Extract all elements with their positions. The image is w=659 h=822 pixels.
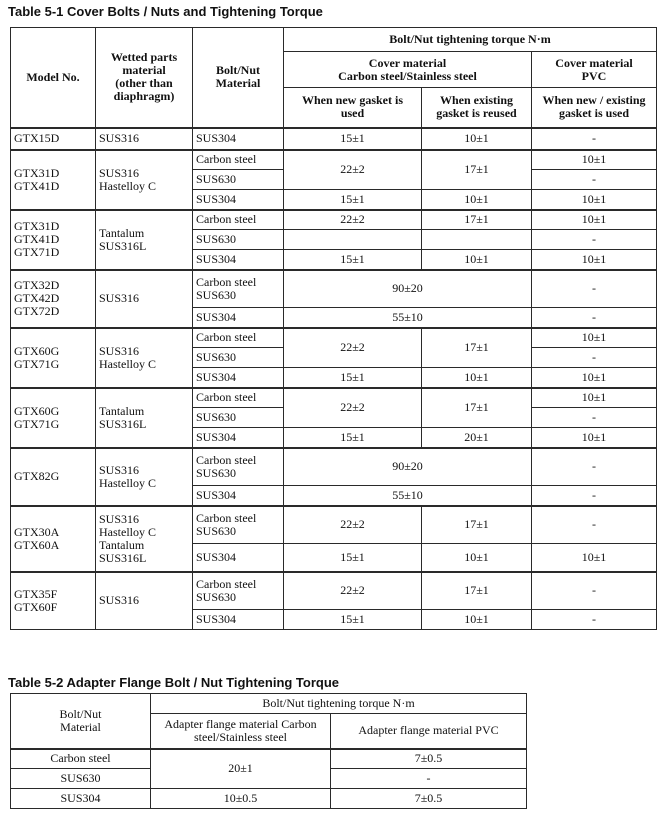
bolt-cell: SUS304	[193, 544, 284, 572]
torque-cell: 15±1	[284, 128, 422, 150]
torque-cell: 17±1	[422, 328, 532, 368]
table-row	[11, 328, 657, 348]
bolt-cell: Carbon steel SUS630	[193, 270, 284, 308]
model-cell: GTX15D	[11, 128, 96, 150]
torque-cell: 22±2	[284, 506, 422, 544]
header-bolt-material: Bolt/Nut Material	[11, 694, 151, 749]
header-bolt-material: Bolt/Nut Material	[193, 28, 284, 128]
torque-cell: 10±1	[532, 388, 657, 408]
torque-cell: 17±1	[422, 506, 532, 544]
model-cell: GTX30A GTX60A	[11, 506, 96, 572]
torque-cell: -	[532, 348, 657, 368]
model-cell: GTX31D GTX41D GTX71D	[11, 210, 96, 270]
torque-cell	[422, 230, 532, 250]
torque-cell: 10±1	[532, 328, 657, 348]
bolt-cell: SUS304	[193, 250, 284, 270]
header-torque: Bolt/Nut tightening torque N·m	[151, 694, 527, 714]
torque-cell: 22±2	[284, 572, 422, 610]
table-row	[11, 506, 657, 544]
torque-cell: 55±10	[284, 308, 532, 328]
torque-cell: 10±1	[532, 368, 657, 388]
table-row	[11, 572, 657, 610]
header-existing-gasket: When existing gasket is reused	[422, 88, 532, 128]
torque-cell: 7±0.5	[331, 749, 527, 769]
material-cell: SUS316 Hastelloy C Tantalum SUS316L	[96, 506, 193, 572]
bolt-cell: SUS630	[193, 170, 284, 190]
torque-cell: -	[532, 486, 657, 506]
bolt-cell: Carbon steel	[193, 388, 284, 408]
torque-cell: 55±10	[284, 486, 532, 506]
bolt-cell: Carbon steel	[11, 749, 151, 769]
torque-cell: 10±1	[422, 250, 532, 270]
torque-cell: 22±2	[284, 210, 422, 230]
torque-cell: 10±1	[532, 428, 657, 448]
bolt-cell: SUS304	[193, 128, 284, 150]
material-cell: Tantalum SUS316L	[96, 388, 193, 448]
torque-cell: 10±1	[532, 210, 657, 230]
bolt-cell: Carbon steel SUS630	[193, 506, 284, 544]
material-cell: SUS316	[96, 270, 193, 328]
torque-cell: 10±0.5	[151, 789, 331, 809]
model-cell: GTX82G	[11, 448, 96, 506]
torque-cell: 17±1	[422, 572, 532, 610]
torque-cell: -	[532, 170, 657, 190]
torque-cell: 17±1	[422, 210, 532, 230]
header-cover-carbon-stainless: Cover material Carbon steel/Stainless steel	[284, 52, 532, 88]
torque-cell: 15±1	[284, 610, 422, 630]
bolt-cell: SUS630	[193, 348, 284, 368]
bolt-cell: SUS304	[193, 428, 284, 448]
table-row	[11, 270, 657, 308]
header-flange-carbon-stainless: Adapter flange material Carbon steel/Stainless steel	[151, 714, 331, 749]
torque-cell: 22±2	[284, 388, 422, 428]
bolt-cell: Carbon steel	[193, 210, 284, 230]
torque-cell: 20±1	[422, 428, 532, 448]
model-cell: GTX35F GTX60F	[11, 572, 96, 630]
torque-cell: 10±1	[532, 250, 657, 270]
torque-cell: 15±1	[284, 250, 422, 270]
torque-cell: -	[532, 308, 657, 328]
torque-cell: 10±1	[422, 544, 532, 572]
torque-cell: 10±1	[422, 128, 532, 150]
torque-cell: 10±1	[532, 190, 657, 210]
header-model-no: Model No.	[11, 28, 96, 128]
table-row	[11, 749, 527, 769]
torque-cell	[284, 230, 422, 250]
torque-cell: 10±1	[422, 190, 532, 210]
header-flange-pvc: Adapter flange material PVC	[331, 714, 527, 749]
torque-cell: -	[532, 408, 657, 428]
torque-cell: -	[331, 769, 527, 789]
torque-cell: 10±1	[532, 150, 657, 170]
material-cell: SUS316	[96, 128, 193, 150]
bolt-cell: SUS304	[11, 789, 151, 809]
torque-cell: -	[532, 270, 657, 308]
model-cell: GTX31D GTX41D	[11, 150, 96, 210]
cover-bolt-torque-table	[10, 27, 657, 630]
table-row	[11, 448, 657, 486]
bolt-cell: SUS304	[193, 610, 284, 630]
table-row	[11, 150, 657, 170]
table-row	[11, 388, 657, 408]
header-new-existing-gasket: When new / existing gasket is used	[532, 88, 657, 128]
torque-cell: -	[532, 610, 657, 630]
table-5-1-title: Table 5-1 Cover Bolts / Nuts and Tightening Torque	[8, 4, 323, 19]
bolt-cell: Carbon steel SUS630	[193, 448, 284, 486]
table-row	[11, 210, 657, 230]
model-cell: GTX60G GTX71G	[11, 388, 96, 448]
table-5-2-title: Table 5-2 Adapter Flange Bolt / Nut Tightening Torque	[8, 675, 340, 690]
torque-cell: 10±1	[422, 368, 532, 388]
torque-cell: 17±1	[422, 388, 532, 428]
header-wetted-material: Wetted parts material (other than diaphragm)	[96, 28, 193, 128]
torque-cell: -	[532, 230, 657, 250]
torque-cell: 22±2	[284, 150, 422, 190]
bolt-cell: SUS304	[193, 190, 284, 210]
torque-cell: -	[532, 572, 657, 610]
bolt-cell: Carbon steel SUS630	[193, 572, 284, 610]
torque-cell: 10±1	[532, 544, 657, 572]
bolt-cell: Carbon steel	[193, 150, 284, 170]
header-torque: Bolt/Nut tightening torque N·m	[284, 28, 657, 52]
torque-cell: 10±1	[422, 610, 532, 630]
model-cell: GTX32D GTX42D GTX72D	[11, 270, 96, 328]
torque-cell: 90±20	[284, 270, 532, 308]
header-new-gasket: When new gasket is used	[284, 88, 422, 128]
torque-cell: 17±1	[422, 150, 532, 190]
material-cell: SUS316 Hastelloy C	[96, 328, 193, 388]
torque-cell: 22±2	[284, 328, 422, 368]
torque-cell: 15±1	[284, 428, 422, 448]
torque-cell: 90±20	[284, 448, 532, 486]
material-cell: SUS316	[96, 572, 193, 630]
torque-cell: 15±1	[284, 190, 422, 210]
torque-cell: 15±1	[284, 544, 422, 572]
material-cell: Tantalum SUS316L	[96, 210, 193, 270]
table-row	[11, 128, 657, 150]
header-cover-pvc: Cover material PVC	[532, 52, 657, 88]
torque-cell: -	[532, 448, 657, 486]
material-cell: SUS316 Hastelloy C	[96, 150, 193, 210]
model-cell: GTX60G GTX71G	[11, 328, 96, 388]
bolt-cell: SUS630	[193, 408, 284, 428]
bolt-cell: SUS630	[11, 769, 151, 789]
torque-cell: -	[532, 128, 657, 150]
torque-cell: -	[532, 506, 657, 544]
bolt-cell: SUS304	[193, 308, 284, 328]
table-row	[11, 789, 527, 809]
bolt-cell: SUS304	[193, 486, 284, 506]
torque-cell: 15±1	[284, 368, 422, 388]
bolt-cell: SUS630	[193, 230, 284, 250]
torque-cell: 7±0.5	[331, 789, 527, 809]
material-cell: SUS316 Hastelloy C	[96, 448, 193, 506]
torque-cell: 20±1	[151, 749, 331, 789]
bolt-cell: Carbon steel	[193, 328, 284, 348]
bolt-cell: SUS304	[193, 368, 284, 388]
adapter-flange-torque-table	[10, 693, 527, 809]
